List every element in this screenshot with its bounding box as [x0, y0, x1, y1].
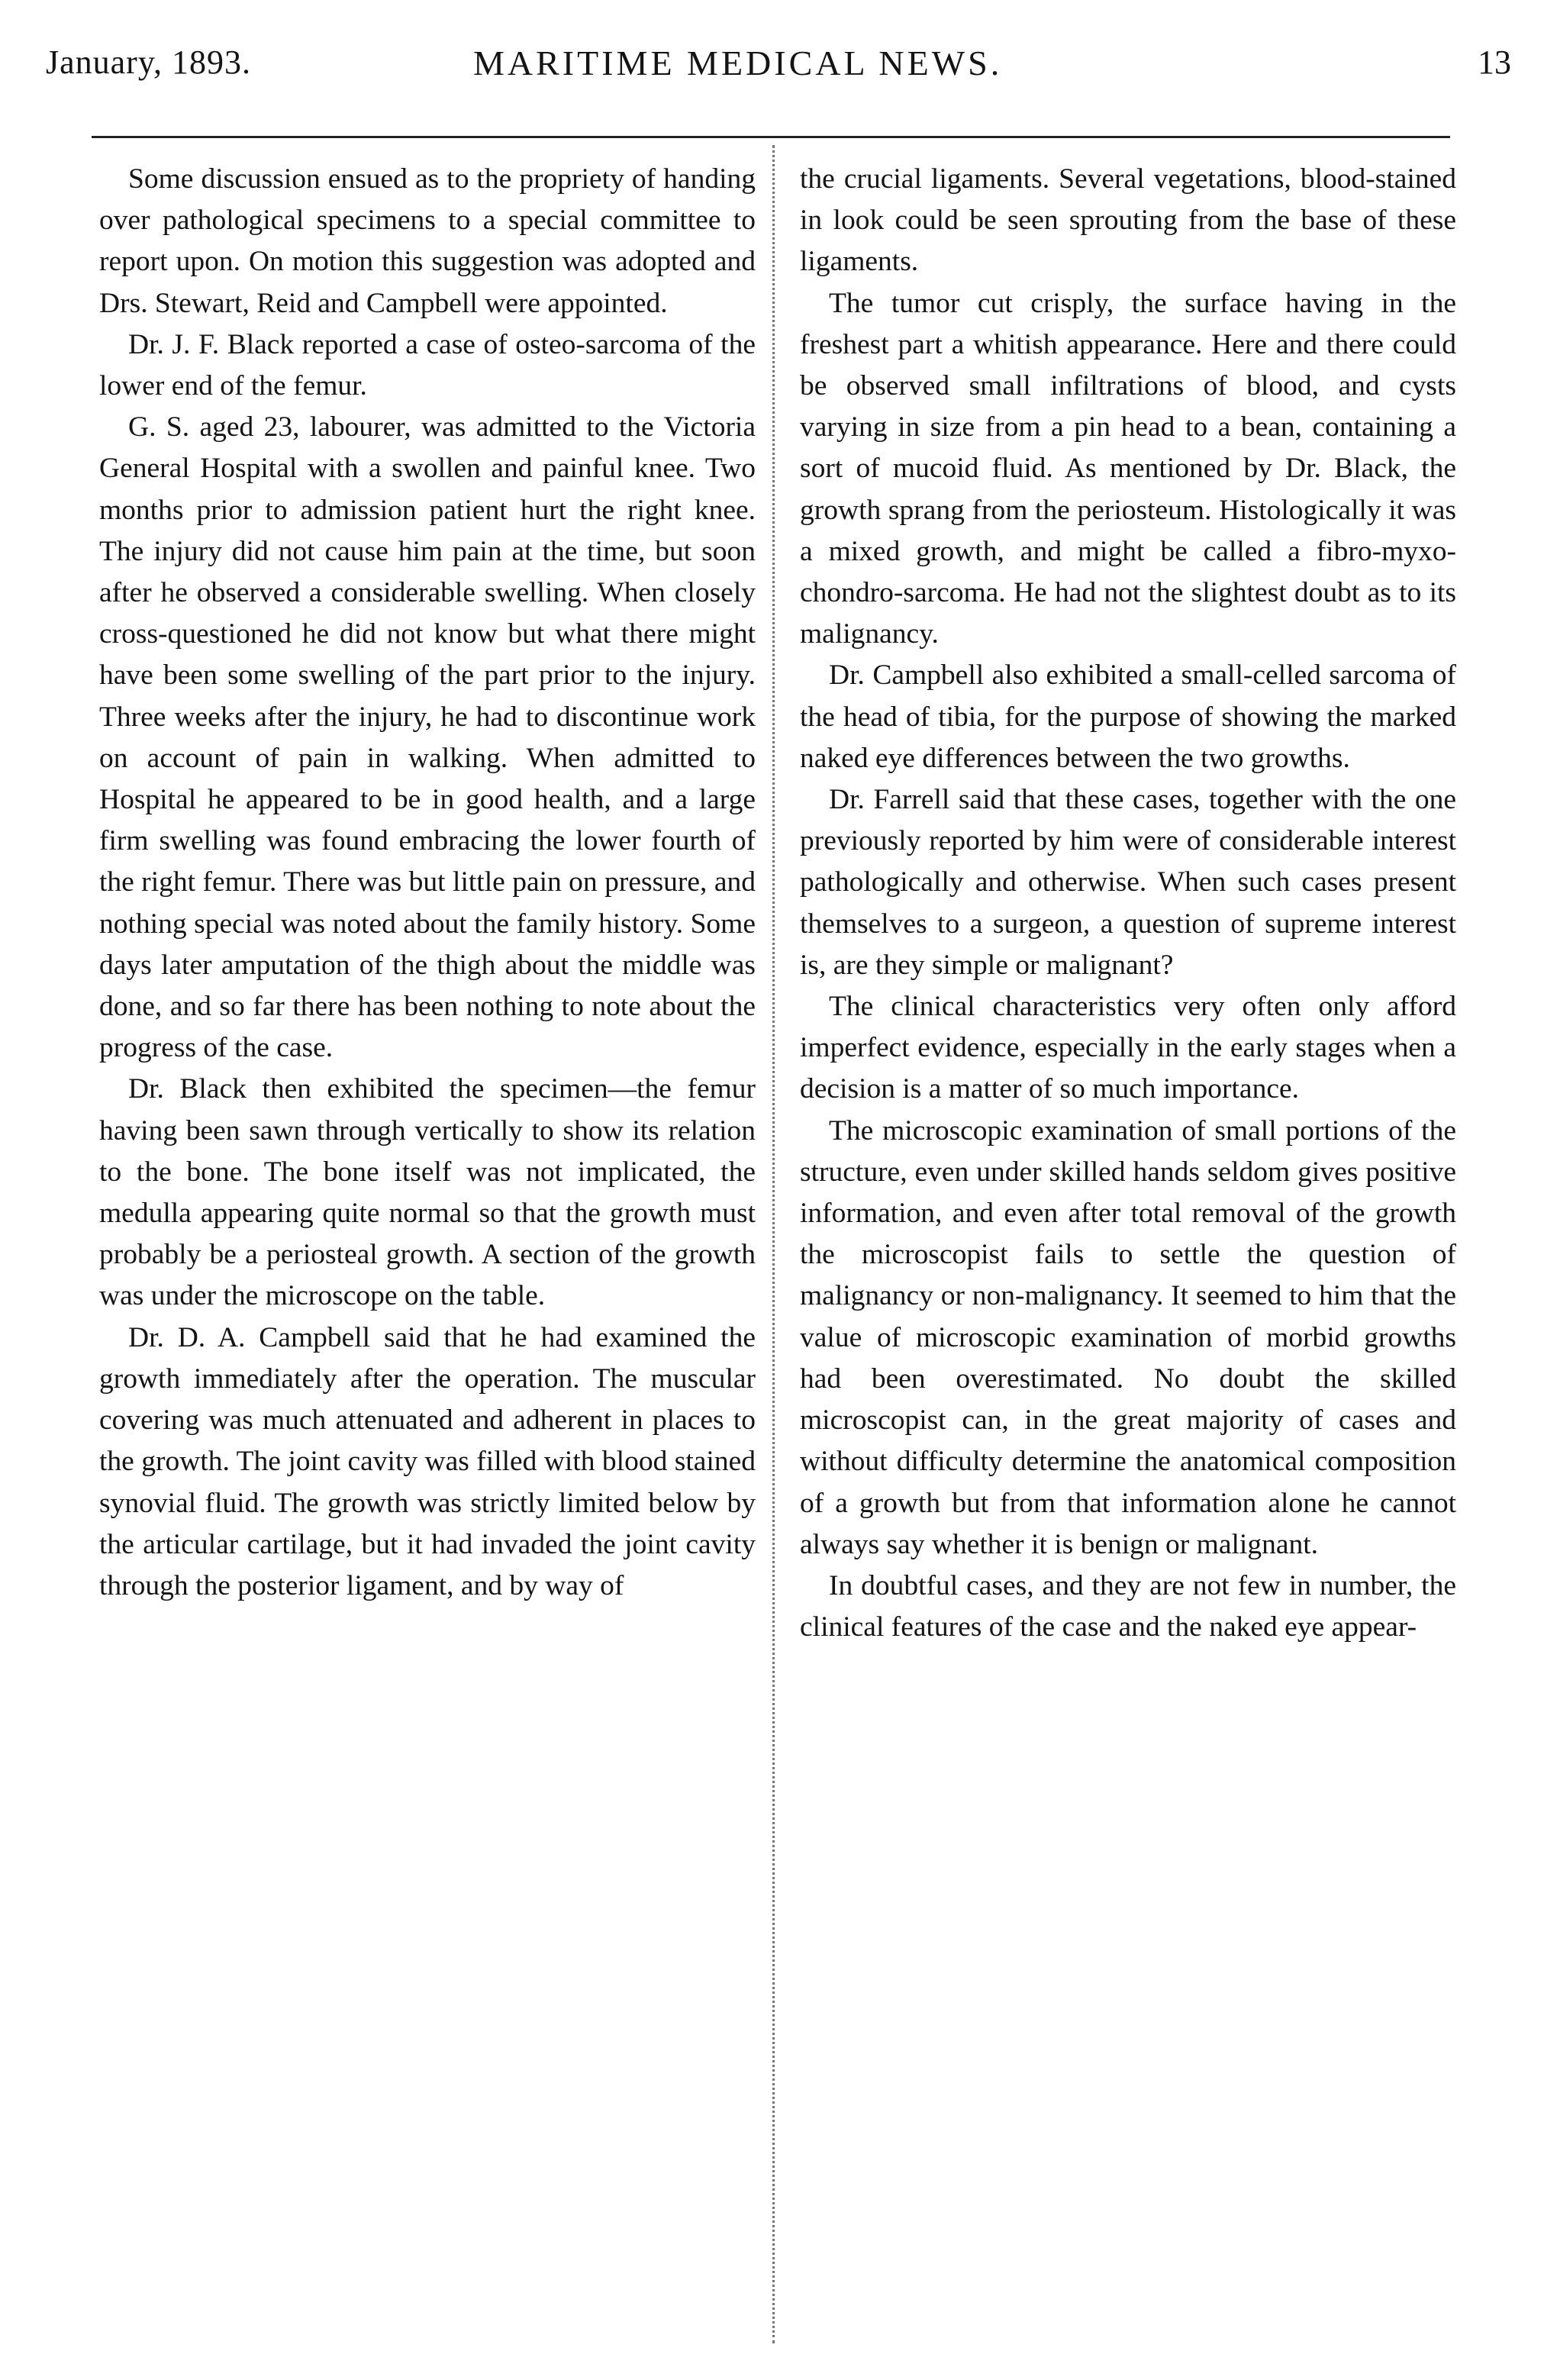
paragraph: Some discussion ensued as to the propriety of handing over pathological specimens to a special committee to report upon. On motion this suggestion was adopted and Drs. Stewart, Reid and Campbell were appointed.	[99, 163, 756, 319]
running-header	[46, 21, 1519, 105]
paragraph: Dr. D. A. Campbell said that he had examined the growth immediately after the operation. The muscular covering was much attenuated and adherent in places to the growth. The joint cavity was filled with blood stained synovial fluid. The growth was strictly limited below by the articular cartilage, but it had invaded the joint cavity through the posterior ligament, and by way of	[99, 1321, 756, 1601]
paragraph-continued: the crucial ligaments. Several vegetations, blood-stained in look could be seen sprouting from the base of these ligaments.	[800, 163, 1456, 278]
header-date: January, 1893.	[46, 44, 251, 81]
paragraph: Dr. Black then exhibited the specimen—the femur having been sawn through vertically to show its relation to the bone. The bone itself was not implicated, the medulla appearing quite normal so that the growth must probably be a periosteal growth. A section of the growth was under the microscope on the table.	[99, 1073, 756, 1312]
paragraph: The tumor cut crisply, the surface having in the freshest part a whitish appearance. Here and there could be observed small infiltrations of blood, and cysts varying in size from a pin head to a bean, containing a sort of mucoid fluid. As mentioned by Dr. Black, the growth sprang from the periosteum. Histologically it was a mixed growth, and might be called a fibro-myxo-chondro-sarcoma. He had not the slightest doubt as to its malignancy.	[800, 287, 1456, 650]
column-divider	[772, 145, 775, 2343]
paragraph: The microscopic examination of small portions of the structure, even under skilled hands seldom gives positive information, and even after total removal of the growth the microscopist fails to settle the question of malignancy or non-malignancy. It seemed to him that the value of microscopic examination of morbid growths had been overestimated. No doubt the skilled microscopist can, in the great majority of cases and without difficulty determine the anatomical composition of a growth but from that information alone he cannot always say whether it is benign or malignant.	[800, 1114, 1456, 1560]
paragraph: The clinical characteristics very often only afford imperfect evidence, especially in the early stages when a decision is a matter of so much importance.	[800, 991, 1456, 1105]
right-column	[800, 159, 1456, 1648]
paragraph: In doubtful cases, and they are not few in number, the clinical features of the case and the naked eye appear-	[800, 1569, 1456, 1643]
paragraph: G. S. aged 23, labourer, was admitted to the Victoria General Hospital with a swollen and painful knee. Two months prior to admission patient hurt the right knee. The injury did not cause him pain at the time, but soon after he observed a considerable swelling. When closely cross-questioned he did not know but what there might have been some swelling of the part prior to the injury. Three weeks after the injury, he had to discontinue work on account of pain in walking. When admitted to Hospital he appeared to be in good health, and a large firm swelling was found embracing the lower fourth of the right femur. There was but little pain on pressure, and nothing special was noted about the family history. Some days later amputation of the thigh about the middle was done, and so far there has been nothing to note about the progress of the case.	[99, 411, 756, 1064]
left-column	[99, 159, 756, 1607]
page-number: 13	[1478, 44, 1511, 81]
journal-title: MARITIME MEDICAL NEWS.	[473, 44, 1003, 82]
paragraph: Dr. Farrell said that these cases, together with the one previously reported by him were of considerable interest pathologically and otherwise. When such cases present themselves to a surgeon, a question of supreme interest is, are they simple or malignant?	[800, 784, 1456, 981]
paragraph: Dr. J. F. Black reported a case of osteo-sarcoma of the lower end of the femur.	[99, 328, 756, 402]
header-rule	[92, 136, 1450, 138]
paragraph: Dr. Campbell also exhibited a small-celled sarcoma of the head of tibia, for the purpose of showing the marked naked eye differences between the two growths.	[800, 659, 1456, 774]
